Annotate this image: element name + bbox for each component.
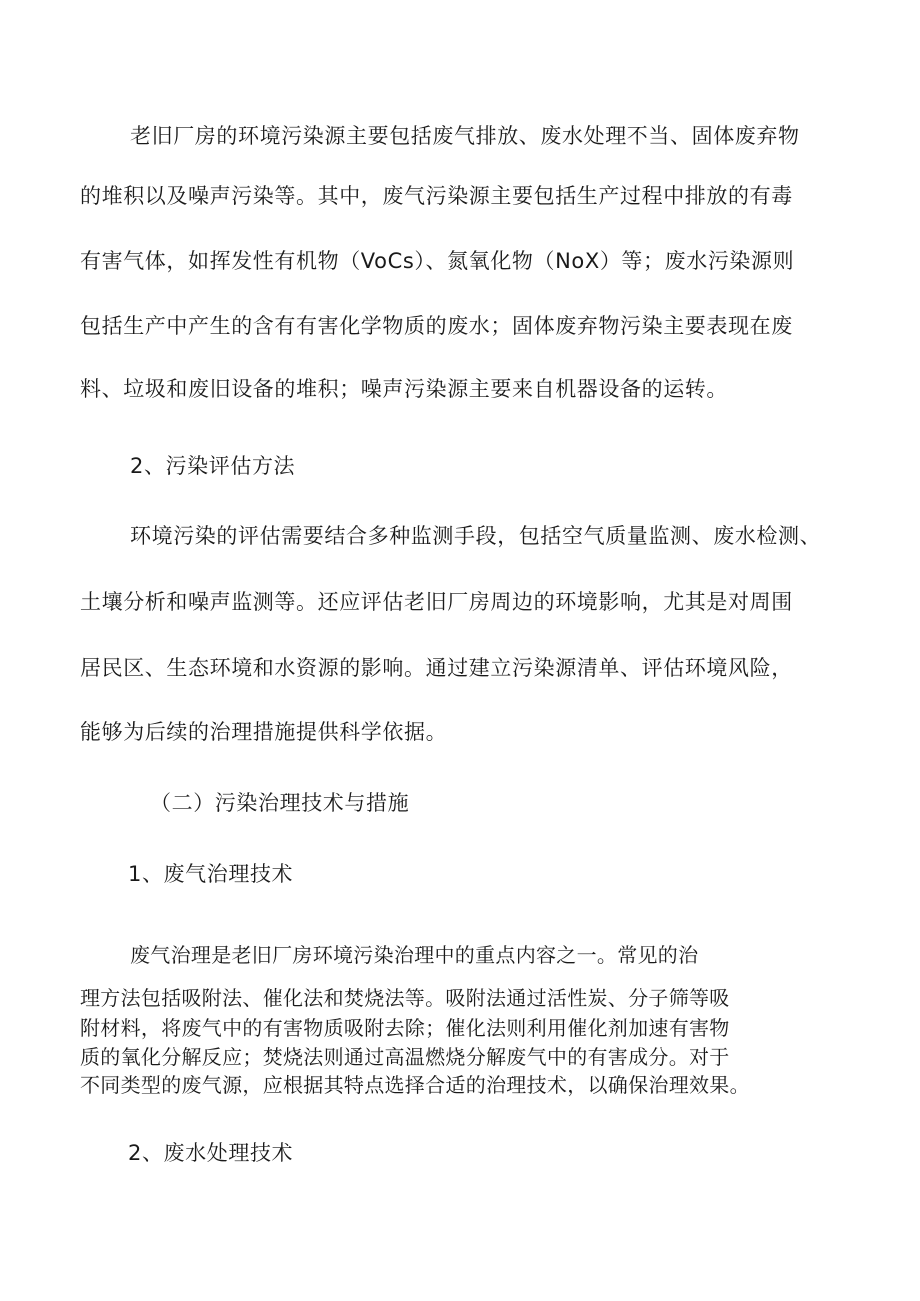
paragraph-line: 老旧厂房的环境污染源主要包括废气排放、废水处理不当、固体废弃物 bbox=[130, 124, 800, 148]
paragraph-line: 质的氧化分解反应；焚烧法则通过高温燃烧分解废气中的有害成分。对于 bbox=[80, 1045, 730, 1069]
heading-section-2: （二）污染治理技术与措施 bbox=[150, 791, 410, 815]
heading-wastewater-treatment: 2、废水处理技术 bbox=[128, 1141, 294, 1165]
paragraph-line: 环境污染的评估需要结合多种监测手段，包括空气质量监测、废水检测、 bbox=[130, 524, 822, 548]
paragraph-line: 有害气体，如挥发性有机物（VoCs）、氮氧化物（NoX）等；废水污染源则 bbox=[80, 249, 795, 273]
paragraph-line: 居民区、生态环境和水资源的影响。通过建立污染源清单、评估环境风险， bbox=[80, 656, 793, 680]
paragraph-line: 的堆积以及噪声污染等。其中，废气污染源主要包括生产过程中排放的有毒 bbox=[80, 184, 793, 208]
paragraph-line: 不同类型的废气源，应根据其特点选择合适的治理技术，以确保治理效果。 bbox=[80, 1073, 750, 1097]
heading-exhaust-treatment: 1、废气治理技术 bbox=[128, 862, 294, 886]
heading-pollution-assessment: 2、污染评估方法 bbox=[130, 454, 296, 478]
paragraph-line: 附材料，将废气中的有害物质吸附去除；催化法则利用催化剂加速有害物 bbox=[80, 1016, 730, 1040]
paragraph-line: 能够为后续的治理措施提供科学依据。 bbox=[80, 720, 448, 744]
paragraph-line: 土壤分析和噪声监测等。还应评估老旧厂房周边的环境影响，尤其是对周围 bbox=[80, 590, 793, 614]
paragraph-line: 废气治理是老旧厂房环境污染治理中的重点内容之一。常见的治 bbox=[130, 943, 699, 967]
paragraph-line: 理方法包括吸附法、催化法和焚烧法等。吸附法通过活性炭、分子筛等吸 bbox=[80, 986, 730, 1010]
paragraph-line: 料、垃圾和废旧设备的堆积；噪声污染源主要来自机器设备的运转。 bbox=[80, 377, 728, 401]
paragraph-line: 包括生产中产生的含有有害化学物质的废水；固体废弃物污染主要表现在废 bbox=[80, 314, 793, 338]
